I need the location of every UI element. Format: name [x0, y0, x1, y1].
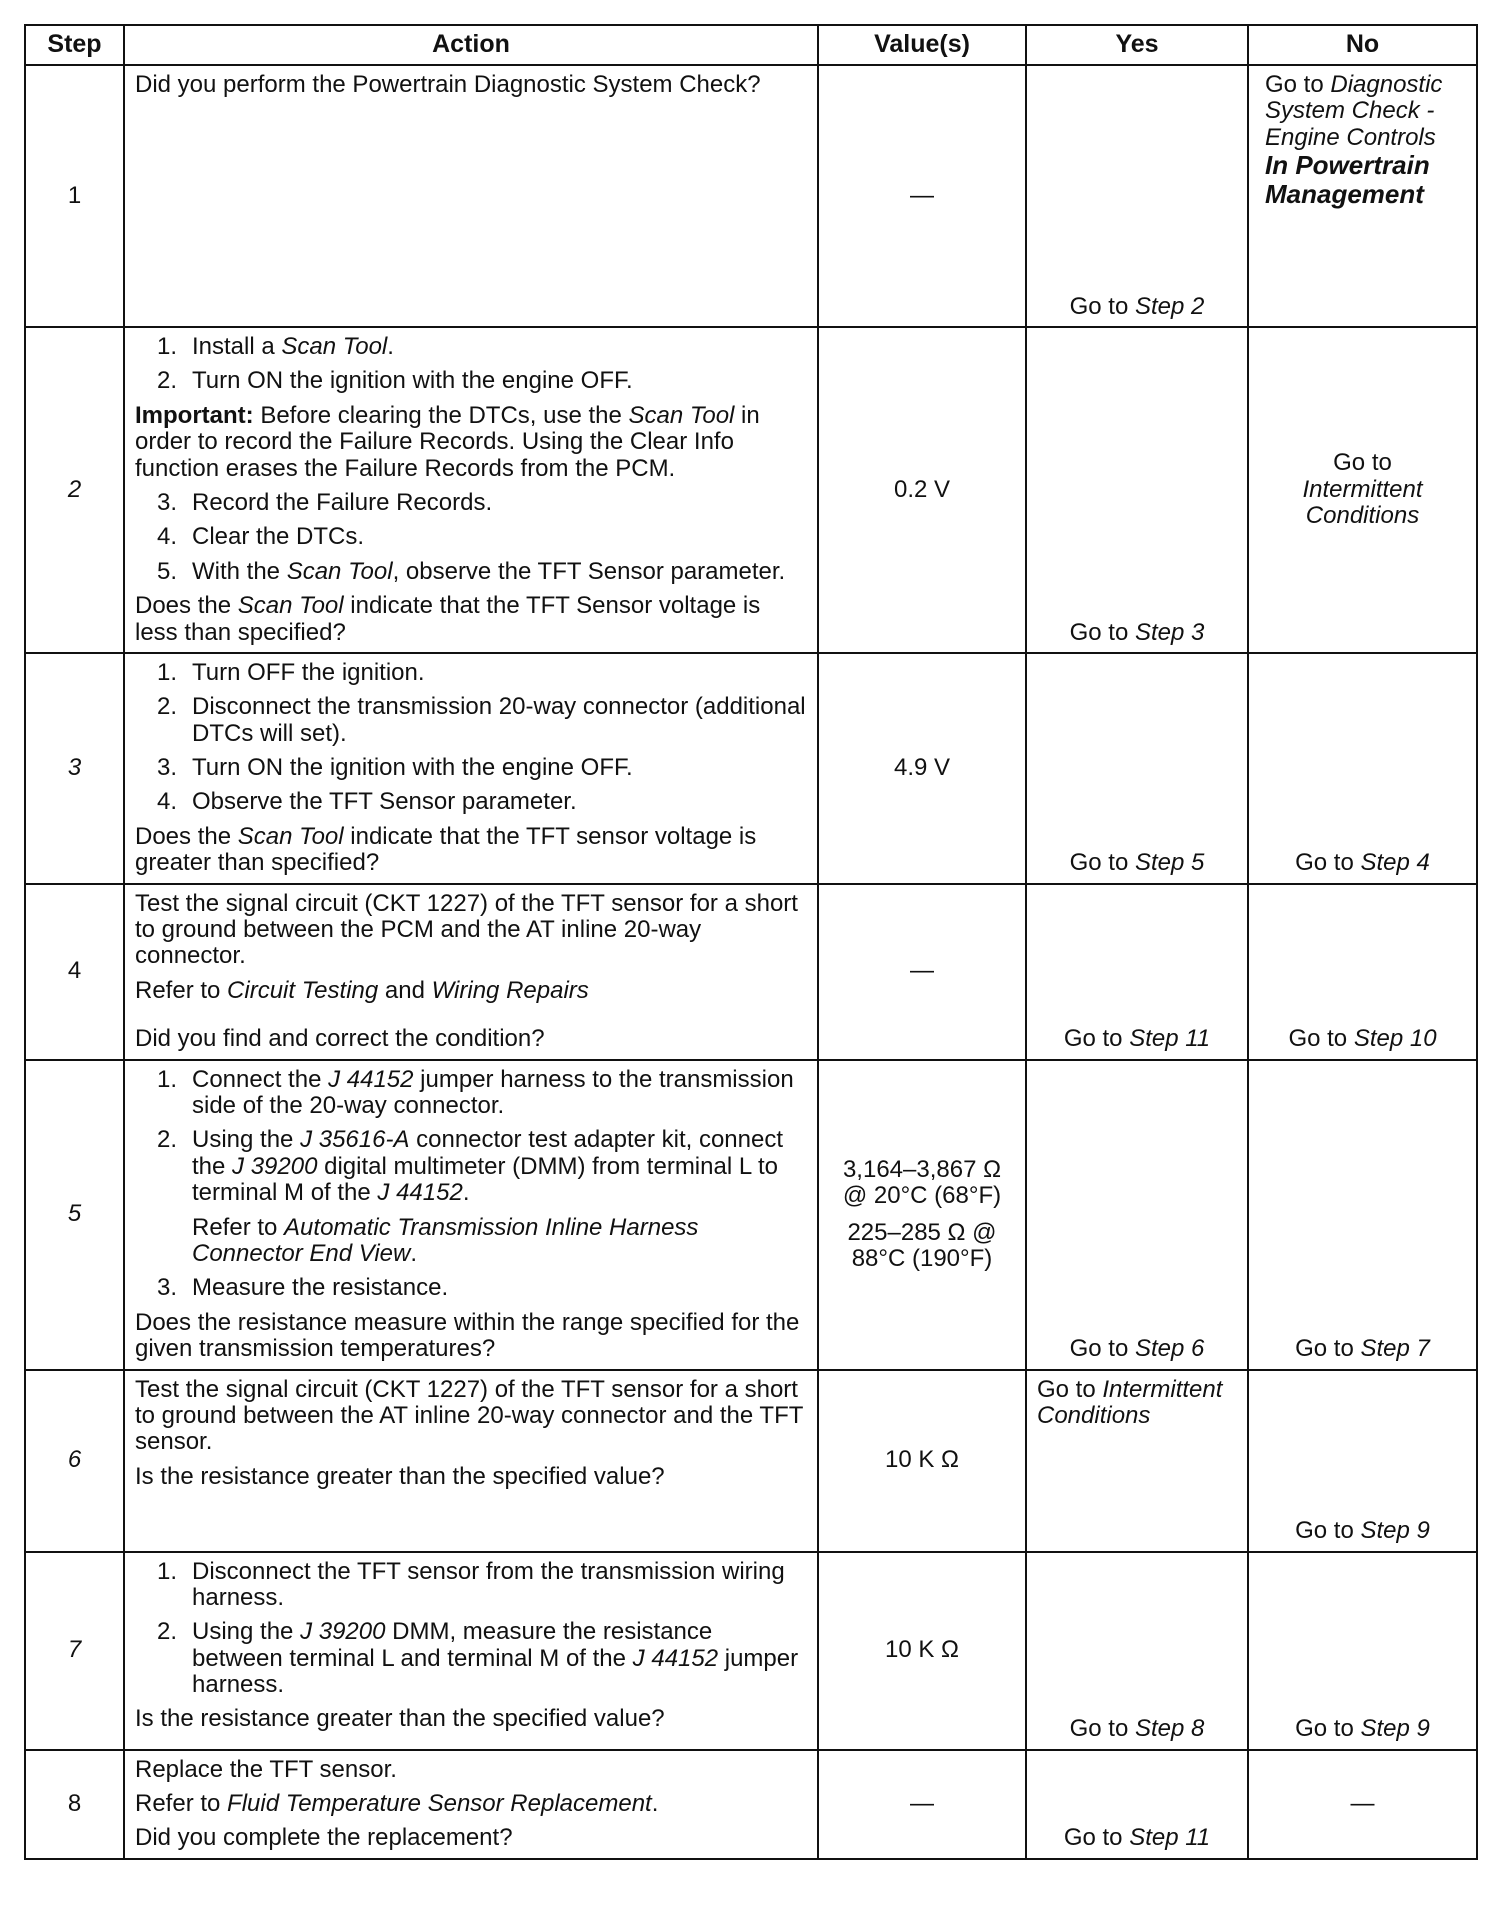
tool-link[interactable]: Scan Tool [281, 333, 388, 360]
value-cell: — [818, 65, 1026, 327]
action-cell [124, 1552, 818, 1750]
table-row-step-7 [25, 1552, 1477, 1750]
table-row-step-5 [25, 1060, 1477, 1370]
col-action-header: Action [124, 25, 818, 65]
list-item: 3. Turn ON the ignition with the engine OFF. [157, 754, 633, 782]
diagnostic-table [24, 24, 1478, 1860]
step-number: 6 [25, 1370, 124, 1552]
table-row-step-3 [25, 653, 1477, 884]
table-row-step-6 [25, 1370, 1477, 1552]
no-link[interactable]: Step 10 [1353, 1025, 1437, 1053]
col-step-header: Step [25, 25, 124, 65]
tool-link[interactable]: Scan Tool [628, 401, 735, 429]
yes-cell: Go to Intermittent Conditions [1026, 1370, 1248, 1552]
action-question: Does the Scan Tool indicate that the TFT Sensor voltage is less than specified? [135, 592, 761, 646]
step-number: 3 [25, 653, 124, 884]
list-item: 2. Using the J 35616-A connector test adapter kit, connect the J 39200 digital multimeter (DMM) from terminal L to terminal M of the J 44152. Refer to Automatic Transmission Inline Harness Connector End View. [135, 1127, 807, 1267]
value-cell: — [818, 1750, 1026, 1859]
tool-link[interactable]: Scan Tool [237, 592, 344, 620]
action-cell [124, 1060, 818, 1370]
yes-link[interactable]: Step 11 [1129, 1025, 1211, 1053]
table-row-step-4 [25, 884, 1477, 1060]
col-yes-header: Yes [1026, 25, 1248, 65]
no-cell: Go to Intermittent Conditions [1248, 327, 1477, 653]
yes-link[interactable]: Step 2 [1134, 292, 1205, 320]
step-number: 5 [25, 1060, 124, 1370]
col-values-header: Value(s) [818, 25, 1026, 65]
yes-cell: Go to Step 6 [1026, 1060, 1248, 1370]
list-item: 1. Disconnect the TFT sensor from the transmission wiring harness. [157, 1557, 785, 1611]
tool-link[interactable]: Scan Tool [286, 557, 393, 585]
tool-link[interactable]: J 44152 [377, 1179, 463, 1207]
yes-link[interactable]: Intermittent Conditions [1037, 1375, 1223, 1429]
table-row-step-8 [25, 1750, 1477, 1859]
no-link[interactable]: Diagnostic System Check - Engine Controls [1265, 71, 1443, 151]
action-question: Did you find and correct the condition? [135, 1025, 545, 1053]
action-cell: Test the signal circuit (CKT 1227) of the TFT sensor for a short to ground between the AT inline 20-way connector and the TFT sensor. Is the resistance greater than the specified value? [124, 1370, 818, 1552]
value-cell: 0.2 V [818, 327, 1026, 653]
table-row-step-1 [25, 65, 1477, 327]
table-row-step-2 [25, 327, 1477, 653]
step-number: 8 [25, 1750, 124, 1859]
header-row [25, 25, 1477, 65]
yes-link[interactable]: Step 3 [1134, 618, 1205, 646]
list-item: 2. Disconnect the transmission 20-way connector (additional DTCs will set). [157, 693, 806, 747]
list-item: 4. Observe the TFT Sensor parameter. [157, 788, 577, 816]
yes-link[interactable]: Step 11 [1129, 1824, 1211, 1852]
tool-link[interactable]: J 44152 [328, 1065, 414, 1093]
value-cell: 10 K Ω [818, 1552, 1026, 1750]
no-cell: Go to Step 9 [1248, 1370, 1477, 1552]
yes-cell: Go to Step 3 [1026, 327, 1248, 653]
action-cell: Replace the TFT sensor. Refer to Fluid Temperature Sensor Replacement. Did you complete the replacement? [124, 1750, 818, 1859]
yes-link[interactable]: Step 6 [1134, 1335, 1205, 1363]
yes-cell: Go to Step 5 [1026, 653, 1248, 884]
action-question: Does the Scan Tool indicate that the TFT sensor voltage is greater than specified? [135, 822, 757, 877]
no-link[interactable]: Step 9 [1360, 1517, 1430, 1545]
action-cell [124, 327, 818, 653]
no-link-section[interactable]: In Powertrain Management [1265, 150, 1430, 209]
value-cell: 4.9 V [818, 653, 1026, 884]
refer-line: Refer to Circuit Testing and Wiring Repairs [135, 976, 589, 1004]
action-cell [124, 65, 818, 327]
yes-cell: Go to Step 8 [1026, 1552, 1248, 1750]
no-link[interactable]: Step 9 [1360, 1715, 1430, 1743]
important-note: Important: Before clearing the DTCs, use the Scan Tool in order to record the Failure Records. Using the Clear Info function erases the Failure Records from the PCM. [135, 401, 760, 482]
reference-link[interactable]: Circuit Testing [227, 976, 379, 1004]
list-item: 1. Install a Scan Tool. [157, 333, 394, 360]
step-number: 1 [25, 65, 124, 327]
list-item: 3. Measure the resistance. [157, 1274, 449, 1302]
step-number: 7 [25, 1552, 124, 1750]
tool-link[interactable]: Scan Tool [237, 822, 344, 850]
action-question: Did you perform the Powertrain Diagnostic System Check? [135, 71, 761, 98]
no-link[interactable]: Step 4 [1360, 849, 1430, 877]
refer-line: Refer to Fluid Temperature Sensor Replacement. [135, 1789, 659, 1817]
reference-link[interactable]: Fluid Temperature Sensor Replacement [227, 1789, 652, 1817]
action-question: Is the resistance greater than the specified value? [135, 1705, 665, 1733]
step-number: 2 [25, 327, 124, 653]
no-link[interactable]: Step 7 [1360, 1335, 1430, 1363]
no-cell: Go to Step 10 [1248, 884, 1477, 1060]
col-no-header: No [1248, 25, 1477, 65]
action-question: Does the resistance measure within the range specified for the given transmission temperatures? [135, 1308, 800, 1363]
yes-link[interactable]: Step 8 [1134, 1715, 1205, 1743]
tool-link[interactable]: J 39200 [232, 1152, 318, 1180]
list-item: 2. Using the J 39200 DMM, measure the resistance between terminal L and terminal M of the J 44152 jumper harness. [157, 1618, 799, 1699]
no-cell: Go to Diagnostic System Check - Engine Controls In Powertrain Management [1248, 65, 1477, 327]
yes-cell: Go to Step 11 [1026, 884, 1248, 1060]
tool-link[interactable]: J 44152 [632, 1644, 719, 1672]
yes-link[interactable]: Step 5 [1134, 849, 1205, 877]
action-cell [124, 653, 818, 884]
no-cell: Go to Step 7 [1248, 1060, 1477, 1370]
list-item: 3. Record the Failure Records. [157, 488, 493, 516]
value-cell: 10 K Ω [818, 1370, 1026, 1552]
no-cell: — [1248, 1750, 1477, 1859]
list-item: 4. Clear the DTCs. [157, 523, 365, 551]
action-question: Is the resistance greater than the specified value? [135, 1462, 665, 1490]
list-item: 1. Turn OFF the ignition. [157, 658, 425, 686]
action-cell: Test the signal circuit (CKT 1227) of the TFT sensor for a short to ground between the PCM and the AT inline 20-way connector. Refer to Circuit Testing and Wiring Repairs Did you find and correct the condition? [124, 884, 818, 1060]
step-number: 4 [25, 884, 124, 1060]
no-link[interactable]: Intermittent Conditions [1302, 475, 1423, 530]
reference-link[interactable]: Wiring Repairs [431, 976, 589, 1004]
tool-link[interactable]: J 35616-A [300, 1126, 410, 1154]
list-item: 1. Connect the J 44152 jumper harness to the transmission side of the 20-way connector. [157, 1065, 794, 1119]
no-cell: Go to Step 9 [1248, 1552, 1477, 1750]
list-item: 5. With the Scan Tool, observe the TFT Sensor parameter. [157, 557, 786, 585]
value-cell: 3,164–3,867 Ω @ 20°C (68°F) 225–285 Ω @ 88°C (190°F) [818, 1060, 1026, 1370]
yes-cell: Go to Step 2 [1026, 65, 1248, 327]
reference-link[interactable]: Automatic Transmission Inline Harness Connector End View [192, 1213, 699, 1267]
tool-link[interactable]: J 39200 [300, 1618, 386, 1646]
no-cell: Go to Step 4 [1248, 653, 1477, 884]
action-question: Did you complete the replacement? [135, 1824, 513, 1852]
refer-line: Refer to Automatic Transmission Inline Harness Connector End View. [192, 1213, 699, 1267]
yes-cell: Go to Step 11 [1026, 1750, 1248, 1859]
list-item: 2. Turn ON the ignition with the engine OFF. [157, 367, 633, 395]
value-cell: — [818, 884, 1026, 1060]
